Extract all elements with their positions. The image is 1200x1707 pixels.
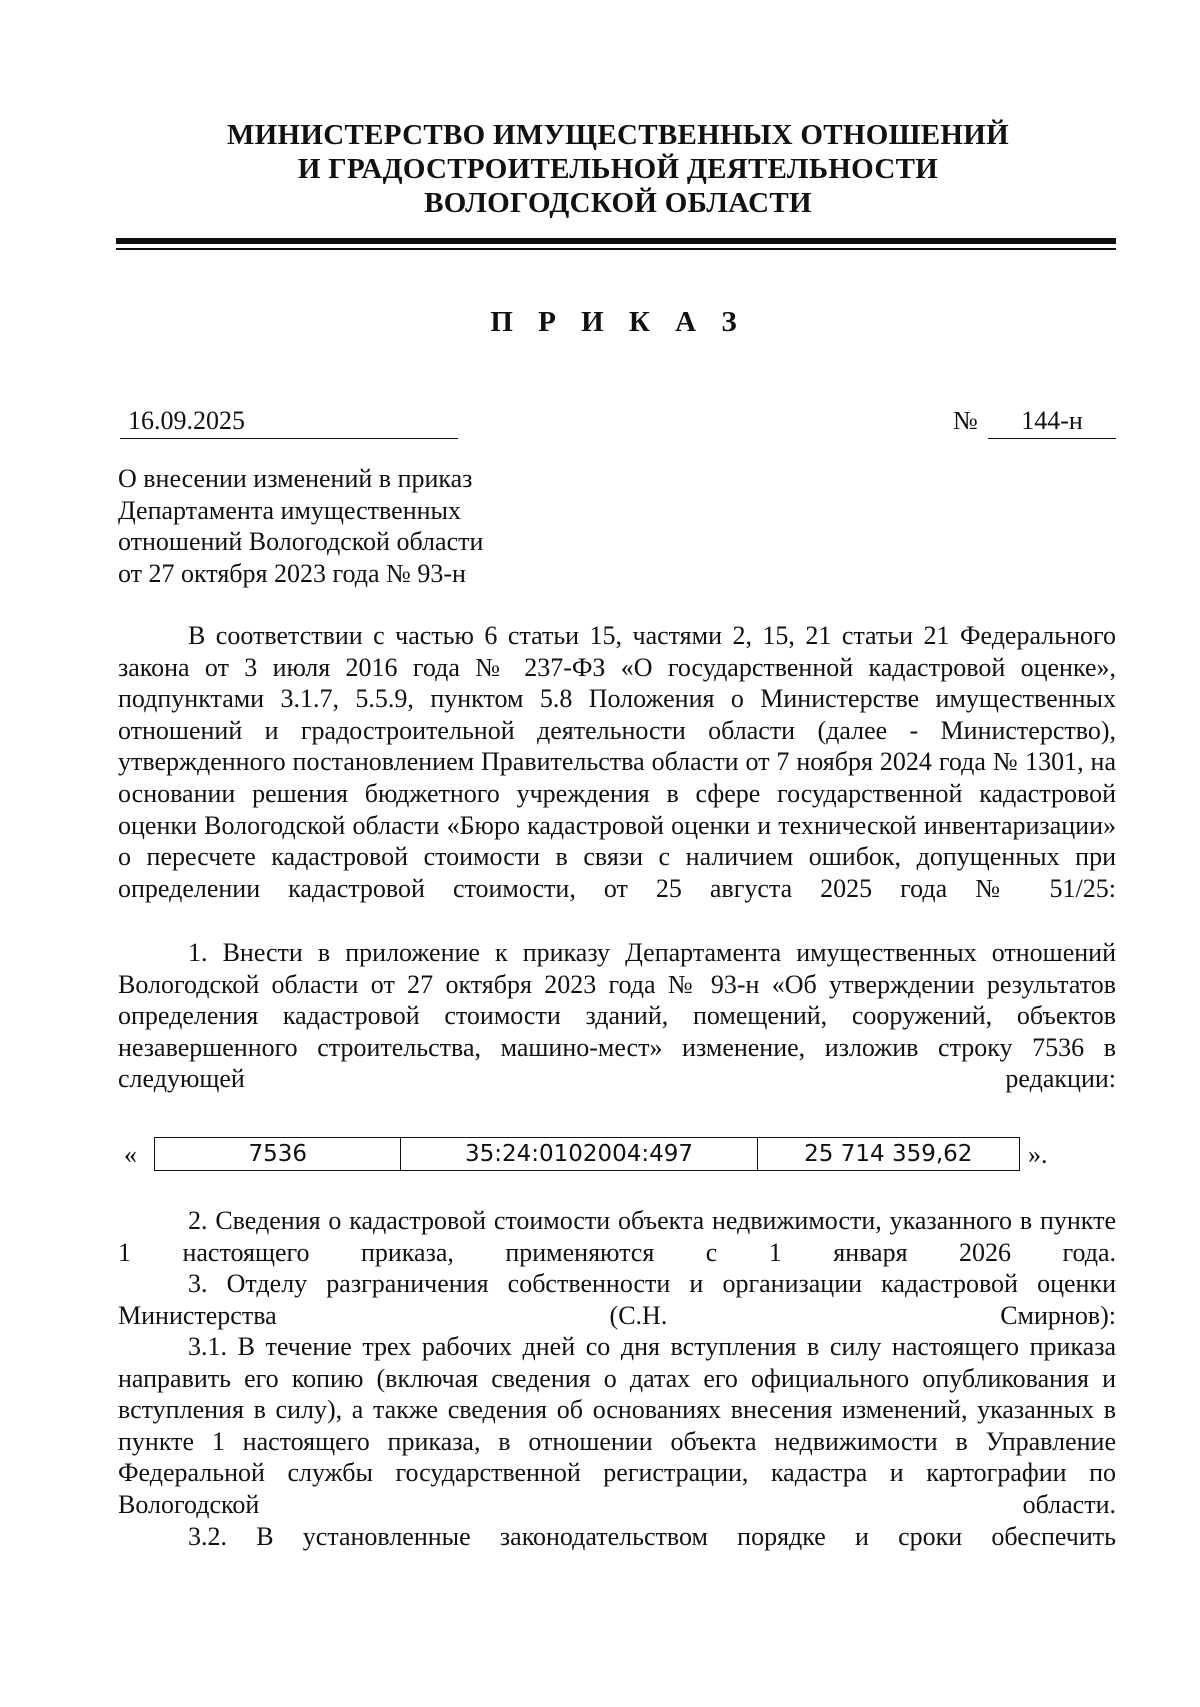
item-3-paragraph: 3. Отделу разграничения собственности и организации кадастровой оценки Министерства (С.Н. Смирнов):	[118, 1269, 1116, 1330]
ministry-line-3: ВОЛОГОДСКОЙ ОБЛАСТИ	[424, 187, 812, 219]
cadastral-table-row	[154, 1137, 1020, 1171]
subject-line: О внесении изменений в приказ	[118, 464, 473, 493]
item-2-paragraph: 2. Сведения о кадастровой стоимости объекта недвижимости, указанного в пункте 1 настоящего приказа, применяются с 1 января 2026 года.	[118, 1206, 1116, 1267]
ministry-line-2: И ГРАДОСТРОИТЕЛЬНОЙ ДЕЯТЕЛЬНОСТИ	[297, 153, 939, 185]
ministry-header	[118, 118, 1118, 220]
subject-line: Департамента имущественных	[118, 495, 461, 525]
table-cell-row-number: 7536	[155, 1138, 401, 1170]
item-3-1-paragraph: 3.1. В течение трех рабочих дней со дня вступления в силу настоящего приказа направить его копию (включая сведения о датах его официального опубликования и вступления в силу), а также сведения об основаниях внесения изменений, указанных в пункте 1 настоящего приказа, в отношении объекта недвижимости в Управление Федеральной службы государственной регистрации, кадастра и картографии по Вологодской области.	[118, 1332, 1116, 1519]
table-cell-cadastral-number: 35:24:0102004:497	[401, 1138, 757, 1170]
item-1-paragraph: 1. Внести в приложение к приказу Департамента имущественных отношений Вологодской области от 27 октября 2023 года № 93-н «Об утверждении результатов определения кадастровой стоимости зданий, помещений, сооружений, объектов незавершенного строительства, машино-мест» изменение, изложив строку 7536 в следующей редакции:	[118, 938, 1116, 1094]
order-date: 16.09.2025	[120, 404, 458, 439]
subject-line: от 27 октября 2023 года № 93-н	[118, 558, 466, 588]
order-number: 144-н	[988, 404, 1116, 439]
document-type-title: П Р И К А З	[490, 306, 746, 338]
header-rule-thick	[116, 238, 1116, 244]
item-3-2-paragraph: 3.2. В установленные законодательством порядке и сроки обеспечить	[188, 1522, 1116, 1551]
table-quote-open: «	[124, 1140, 137, 1169]
table-cell-cadastral-value: 25 714 359,62	[804, 1141, 973, 1167]
order-subject	[118, 463, 558, 589]
ministry-line-1: МИНИСТЕРСТВО ИМУЩЕСТВЕННЫХ ОТНОШЕНИЙ	[226, 119, 1009, 151]
preamble-paragraph: В соответствии с частью 6 статьи 15, частями 2, 15, 21 статьи 21 Федерального закона от 3 июля 2016 года № 237-ФЗ «О государственной кадастровой оценке», подпунктами 3.1.7, 5.5.9, пунктом 5.8 Положения о Министерстве имущественных отношений и градостроительной деятельности области (далее - Министерство), утвержденного постановлением Правительства области от 7 ноября 2024 года № 1301, на основании решения бюджетного учреждения в сфере государственной кадастровой оценки Вологодской области «Бюро кадастровой оценки и технической инвентаризации» о пересчете кадастровой стоимости в связи с наличием ошибок, допущенных при определении кадастровой стоимости, от 25 августа 2025 года № 51/25:	[118, 621, 1116, 903]
subject-line: отношений Вологодской области	[118, 527, 484, 556]
header-rule-thin	[116, 248, 1116, 250]
table-quote-close: ».	[1028, 1140, 1048, 1169]
order-number-label: №	[953, 406, 978, 435]
